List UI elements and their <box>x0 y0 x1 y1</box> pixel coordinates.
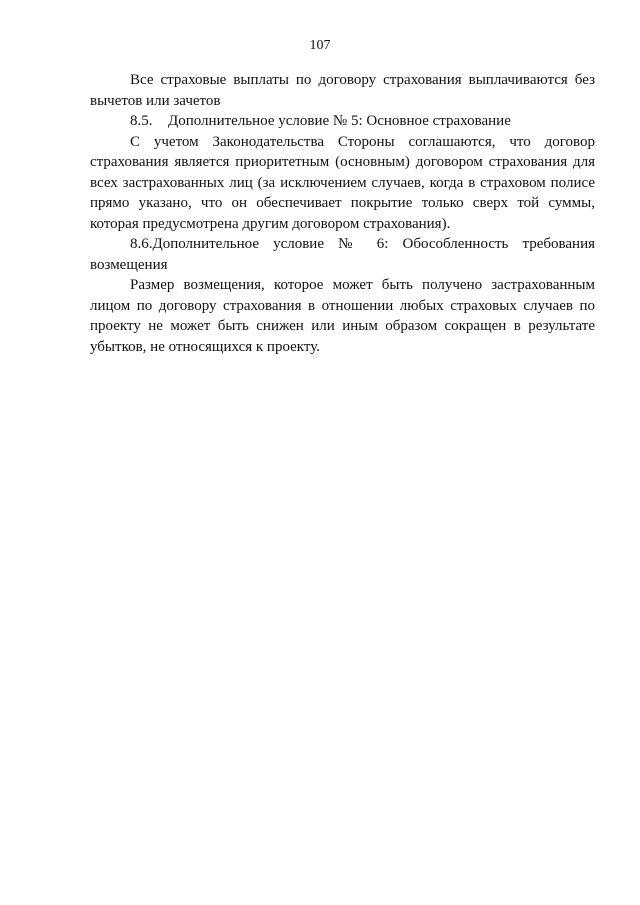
paragraph-primary-insurance: С учетом Законодательства Стороны соглашаются, что договор страхования является приоритетным (основным) договором страхования для всех застрахованных лиц (за исключением случаев, когда в страховом полисе прямо указано, что он обеспечивает покрытие только сверх той суммы, которая предусмотрена другим договором страхования). <box>90 133 595 232</box>
section-8-6-heading: 8.6.Дополнительное условие № 6: Обособленность требования возмещения <box>90 236 595 273</box>
paragraph-compensation: Размер возмещения, которое может быть получено застрахованным лицом по договору страхования в отношении любых страховых случаев по проекту не может быть снижен или иным образом сокращен в результате убытков, не относящихся к проекту. <box>90 277 595 355</box>
paragraph-payments: Все страховые выплаты по договору страхования выплачиваются без вычетов или зачетов <box>90 72 595 109</box>
section-8-5-heading <box>90 111 595 132</box>
document-body <box>90 70 595 357</box>
section-8-5-number: 8.5. <box>130 113 153 129</box>
section-8-5-title: Дополнительное условие № 5: Основное страхование <box>168 113 511 129</box>
page-number: 107 <box>309 38 331 53</box>
